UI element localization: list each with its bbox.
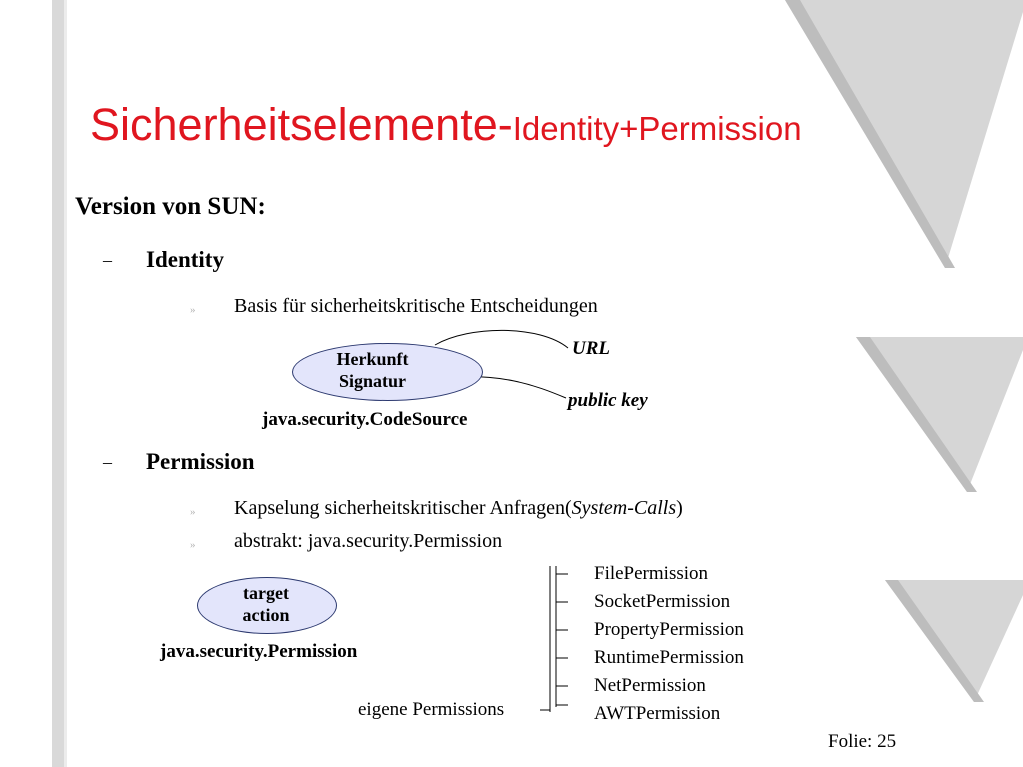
permission-class-name: java.security.Permission [160, 641, 358, 662]
own-permissions-label: eigene Permissions [358, 699, 505, 720]
url-connector-line [435, 330, 568, 348]
title-sub: Identity+Permission [512, 110, 802, 147]
permission-subclass-list [594, 560, 744, 728]
permission-bullet-1 [234, 497, 683, 520]
raquo-bullet: » [190, 539, 196, 551]
subclass-property-permission: PropertyPermission [594, 619, 744, 640]
oval-line-target: target [243, 583, 289, 603]
bullet1-suffix: ) [676, 497, 683, 519]
dash-bullet: – [103, 452, 112, 472]
bullet1-italic: System-Calls [571, 497, 677, 519]
identity-label: Identity [146, 247, 224, 272]
identity-bullet-text: Basis für sicherheitskritische Entscheidungen [234, 295, 598, 317]
public-key-annotation: public key [568, 390, 648, 411]
codesource-class-name: java.security.CodeSource [262, 409, 468, 430]
slide-title [90, 99, 802, 150]
permission-bullet-2: abstrakt: java.security.Permission [234, 530, 503, 552]
url-annotation: URL [572, 338, 610, 359]
dash-bullet: – [103, 250, 112, 270]
identity-oval-text [292, 348, 453, 392]
subclass-socket-permission: SocketPermission [594, 591, 731, 612]
section-heading: Version von SUN: [75, 193, 266, 220]
subclass-file-permission: FilePermission [594, 563, 709, 584]
raquo-bullet: » [190, 506, 196, 518]
title-main: Sicherheitselemente- [90, 99, 513, 150]
left-bar [52, 0, 64, 767]
subclass-awt-permission: AWTPermission [594, 703, 721, 724]
oval-line-action: action [242, 605, 290, 625]
permission-label: Permission [146, 449, 255, 474]
permission-oval-text [197, 582, 335, 626]
subclass-runtime-permission: RuntimePermission [594, 647, 744, 668]
oval-line-signatur: Signatur [338, 371, 407, 391]
oval-line-herkunft: Herkunft [336, 349, 409, 369]
subclass-net-permission: NetPermission [594, 675, 706, 696]
bullet1-prefix: Kapselung sicherheitskritischer Anfragen( [234, 497, 572, 519]
raquo-bullet: » [190, 304, 196, 316]
left-bar-highlight [64, 0, 67, 767]
slide-number: Folie: 25 [828, 731, 897, 752]
